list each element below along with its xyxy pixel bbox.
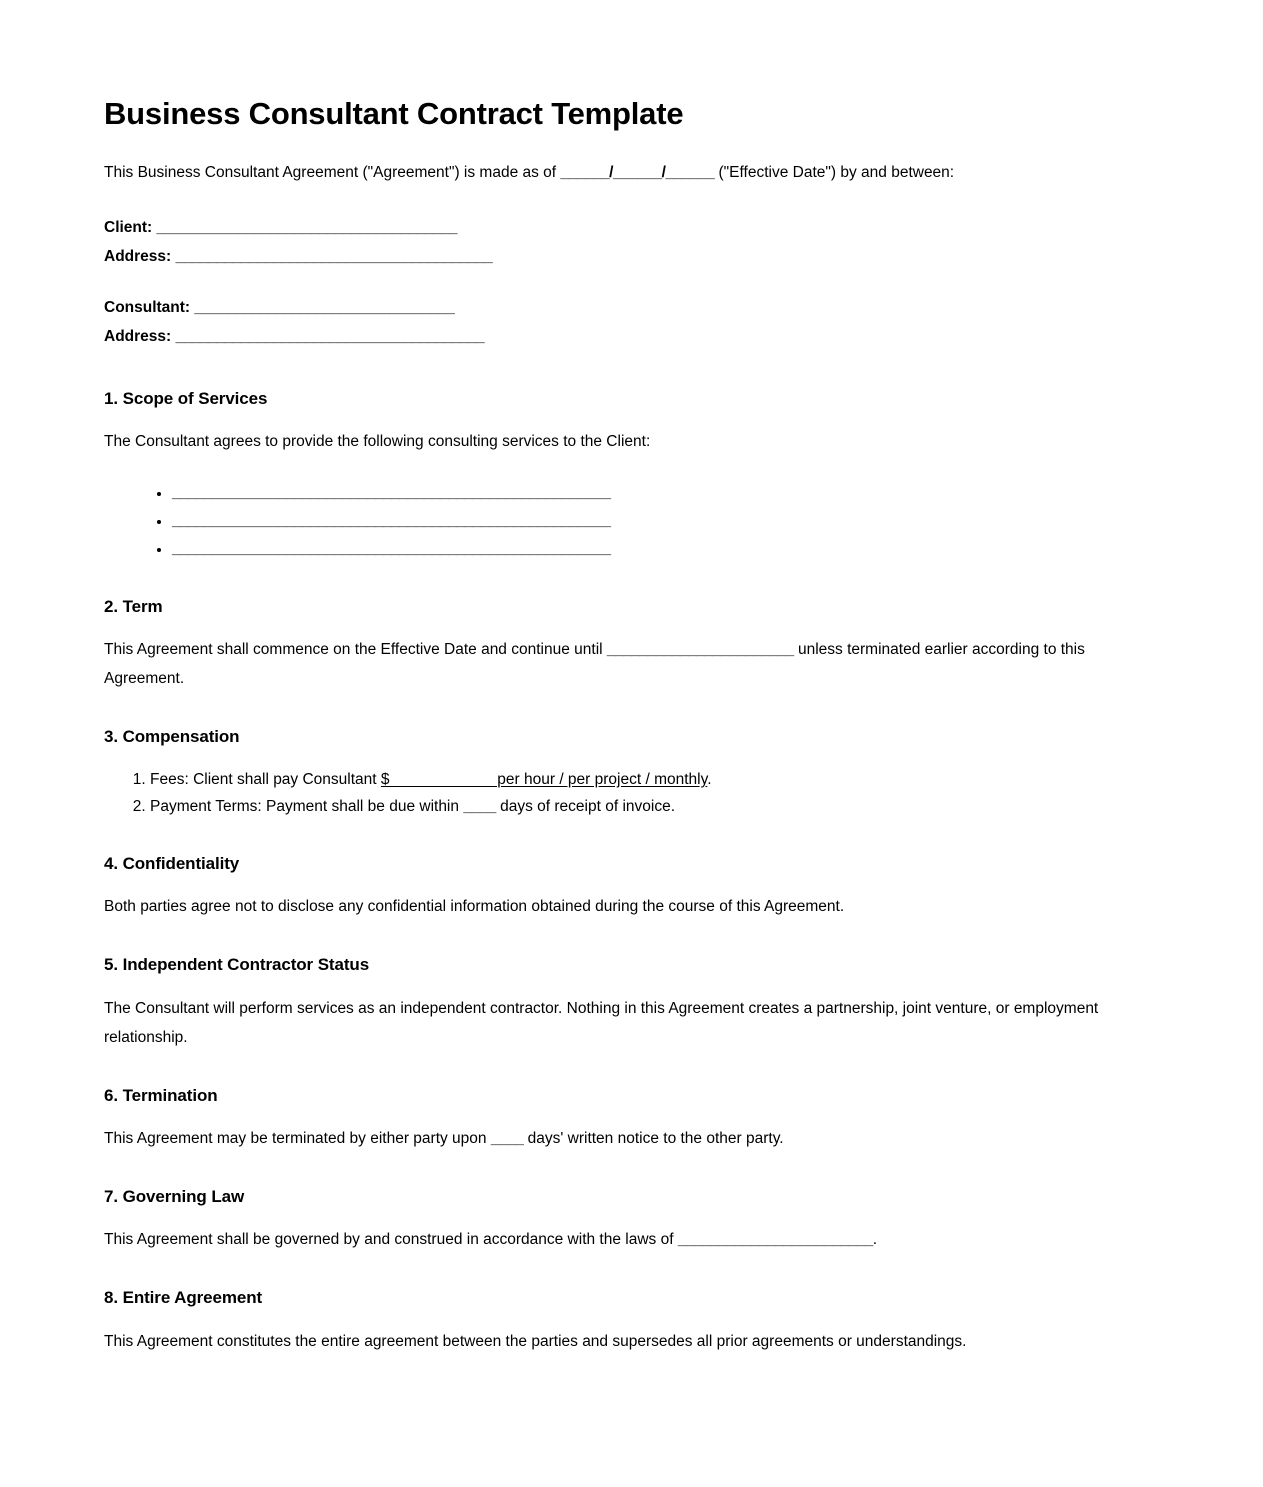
- independent-contractor-status-body: The Consultant will perform services as an independent contractor. Nothing in this Agreement creates a partnership, joint venture, or employment relationship.: [104, 999, 1099, 1046]
- payment-terms-text-after: days of receipt of invoice.: [495, 797, 676, 815]
- consultant-line: [104, 293, 1140, 322]
- payment-terms-text-before: Payment Terms: Payment shall be due within: [150, 797, 464, 815]
- list-item: [172, 508, 1140, 535]
- fees-rate-blank[interactable]: $____________ per hour / per project / monthly: [380, 770, 708, 788]
- section-heading-entire-agreement: 8. Entire Agreement: [104, 1288, 263, 1308]
- term-end-date-blank[interactable]: _______________________: [606, 641, 794, 659]
- governing-law-text-before: This Agreement shall be governed by and construed in accordance with the laws of: [104, 1231, 678, 1249]
- section-heading-compensation: 3. Compensation: [104, 727, 240, 747]
- compensation-list: [104, 766, 1140, 820]
- fees-text-before: Fees: Client shall pay Consultant: [150, 770, 381, 788]
- entire-agreement-body: This Agreement constitutes the entire agreement between the parties and supersedes all prior agreements or understandings.: [104, 1332, 967, 1350]
- list-item: [150, 766, 1140, 793]
- termination-notice-days-blank[interactable]: ____: [490, 1129, 524, 1147]
- term-text-after: unless terminated earlier according to this Agreement.: [104, 641, 1085, 688]
- client-party-block: [104, 213, 1140, 271]
- client-line: [104, 213, 1140, 242]
- consultant-name-blank[interactable]: ________________________________: [194, 298, 455, 316]
- list-item: [172, 480, 1140, 507]
- effective-date-blank[interactable]: ______/______/______: [560, 163, 715, 181]
- term-text-before: This Agreement shall commence on the Effective Date and continue until: [104, 641, 607, 659]
- list-item: [172, 536, 1140, 563]
- consultant-address-label: Address:: [104, 327, 172, 345]
- scope-of-services-body: The Consultant agrees to provide the following consulting services to the Client:: [104, 433, 651, 451]
- termination-text-after: days' written notice to the other party.: [523, 1129, 784, 1147]
- section-heading-governing-law: 7. Governing Law: [104, 1186, 245, 1206]
- termination-body: [104, 1124, 1140, 1153]
- scope-blank-3[interactable]: ______________________________________________________: [172, 540, 611, 558]
- client-name-blank[interactable]: _____________________________________: [156, 218, 457, 236]
- payment-terms-days-blank[interactable]: ____: [463, 797, 496, 815]
- client-address-line: [104, 242, 1140, 271]
- consultant-label: Consultant:: [104, 298, 191, 316]
- consultant-address-blank[interactable]: ______________________________________: [175, 327, 485, 345]
- confidentiality-body: Both parties agree not to disclose any confidential information obtained during the course of this Agreement.: [104, 898, 845, 916]
- scope-blank-1[interactable]: ______________________________________________________: [172, 484, 611, 502]
- client-label: Client:: [104, 218, 153, 236]
- scope-of-services-blank-list: [104, 480, 1140, 563]
- list-item: [150, 793, 1140, 820]
- section-heading-term: 2. Term: [104, 597, 163, 617]
- consultant-party-block: [104, 293, 1140, 351]
- governing-law-body: [104, 1225, 1140, 1254]
- client-address-blank[interactable]: _______________________________________: [175, 247, 493, 265]
- section-heading-scope-of-services: 1. Scope of Services: [104, 388, 268, 408]
- intro-text-after: ("Effective Date") by and between:: [714, 163, 955, 181]
- governing-law-text-after: .: [872, 1231, 878, 1249]
- section-heading-termination: 6. Termination: [104, 1085, 218, 1105]
- page-title: Business Consultant Contract Template: [104, 96, 684, 131]
- governing-law-jurisdiction-blank[interactable]: ________________________: [677, 1231, 873, 1249]
- scope-blank-2[interactable]: ______________________________________________________: [172, 512, 611, 530]
- client-address-label: Address:: [104, 247, 172, 265]
- section-heading-confidentiality: 4. Confidentiality: [104, 853, 240, 873]
- consultant-address-line: [104, 322, 1140, 351]
- fees-text-after: .: [707, 770, 712, 788]
- section-heading-independent-contractor-status: 5. Independent Contractor Status: [104, 955, 370, 975]
- agreement-intro-paragraph: [104, 158, 1140, 187]
- intro-text-before: This Business Consultant Agreement ("Agreement") is made as of: [104, 163, 561, 181]
- termination-text-before: This Agreement may be terminated by either party upon: [104, 1129, 491, 1147]
- term-body: [104, 635, 1140, 693]
